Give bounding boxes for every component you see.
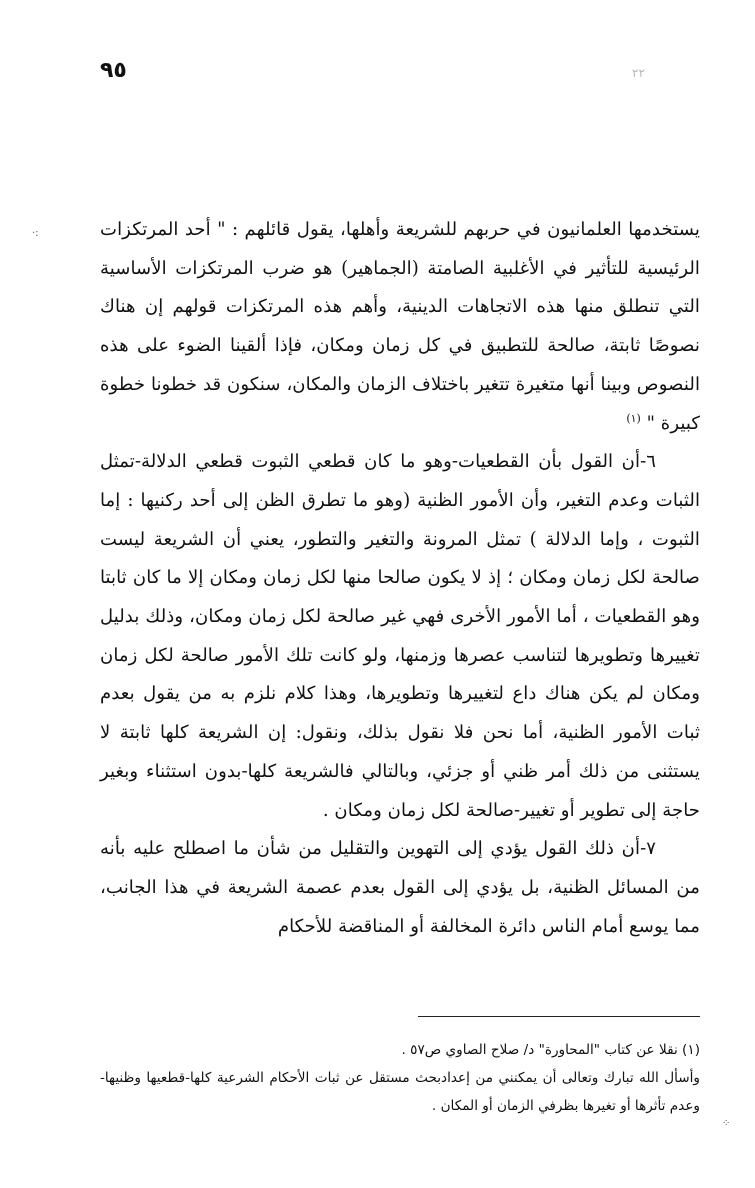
main-text (100, 211, 700, 946)
paragraph-point-6: ٦-أن القول بأن القطعيات-وهو ما كان قطعي الثبوت قطعي الدلالة-تمثل الثبات وعدم التغير، وأن الأمور الظنية (وهو ما تطرق الظن إلى أحد ركنيها : إما الثبوت ، وإما الدلالة ) تمثل المرونة والتغير والتطور، يعني أن الشريعة ليست صالحة لكل زمان ومكان ؛ إذ لا يكون صالحا منها لكل زمان ومكان إلا ما كان ثابتا وهو القطعيات ، أما الأمور الأخرى فهي غير صالحة لكل زمان ومكان، وذلك بدليل تغييرها وتطويرها لتناسب عصرها وزمنها، ولو كانت تلك الأمور صالحة لكل زمان ومكان لم يكن هناك داع لتغييرها وتطويرها، وهذا كلام نلزم به من يقول بعدم ثبات الأمور الظنية، أما نحن فلا نقول بذلك، ونقول: إن الشريعة كلها ثابتة لا يستثنى من ذلك أمر ظني أو جزئي، وبالتالي فالشريعة كلها-بدون استثناء وبغير حاجة إلى تطوير أو تغيير-صالحة لكل زمان ومكان . (100, 451, 700, 821)
scan-speckle: ⁘ (722, 1118, 731, 1129)
footnote-2: وأسأل الله تبارك وتعالى أن يمكنني من إعدادبحث مستقل عن ثبات الأحكام الشرعية كلها-قطعيها وظنيها- وعدم تأثرها أو تغيرها بظرفي الزمان أو المكان . (100, 1070, 700, 1114)
paragraph-text: يستخدمها العلمانيون في حربهم للشريعة وأهلها، يقول قائلهم : " أحد المرتكزات الرئيسية للتأثير في الأغلبية الصامتة (الجماهير) هو ضرب المرتكزات الأساسية التي تنطلق منها هذه الاتجاهات الدينية، وأهم هذه المرتكزات قولهم إن هناك نصوصًا ثابتة، صالحة للتطبيق في كل زمان ومكان، فإذا ألقينا الضوء على هذه النصوص وبينا أنها متغيرة تتغير باختلاف الزمان والمكان، سنكون قد خطونا خطوة كبيرة " (100, 219, 700, 434)
footnote-1: (١) نقلا عن كتاب "المحاورة" د/ صلاح الصاوي ص٥٧ . (401, 1042, 700, 1058)
footnote-divider (418, 1016, 700, 1017)
scan-speckle: ·: (32, 228, 39, 239)
paragraph-quote (100, 211, 700, 443)
paragraph-point-7: ٧-أن ذلك القول يؤدي إلى التهوين والتقليل من شأن ما اصطلح عليه بأنه من المسائل الظنية، بل يؤدي إلى القول بعدم عصمة الشريعة في هذا الجانب، مما يوسع أمام الناس دائرة المخالفة أو المناقضة للأحكام (100, 838, 700, 937)
faint-header-mark: ٢٢ (632, 66, 645, 80)
page-number: ٩٥ (100, 58, 127, 83)
footnotes (100, 1036, 700, 1120)
footnote-reference: (١) (626, 411, 641, 425)
